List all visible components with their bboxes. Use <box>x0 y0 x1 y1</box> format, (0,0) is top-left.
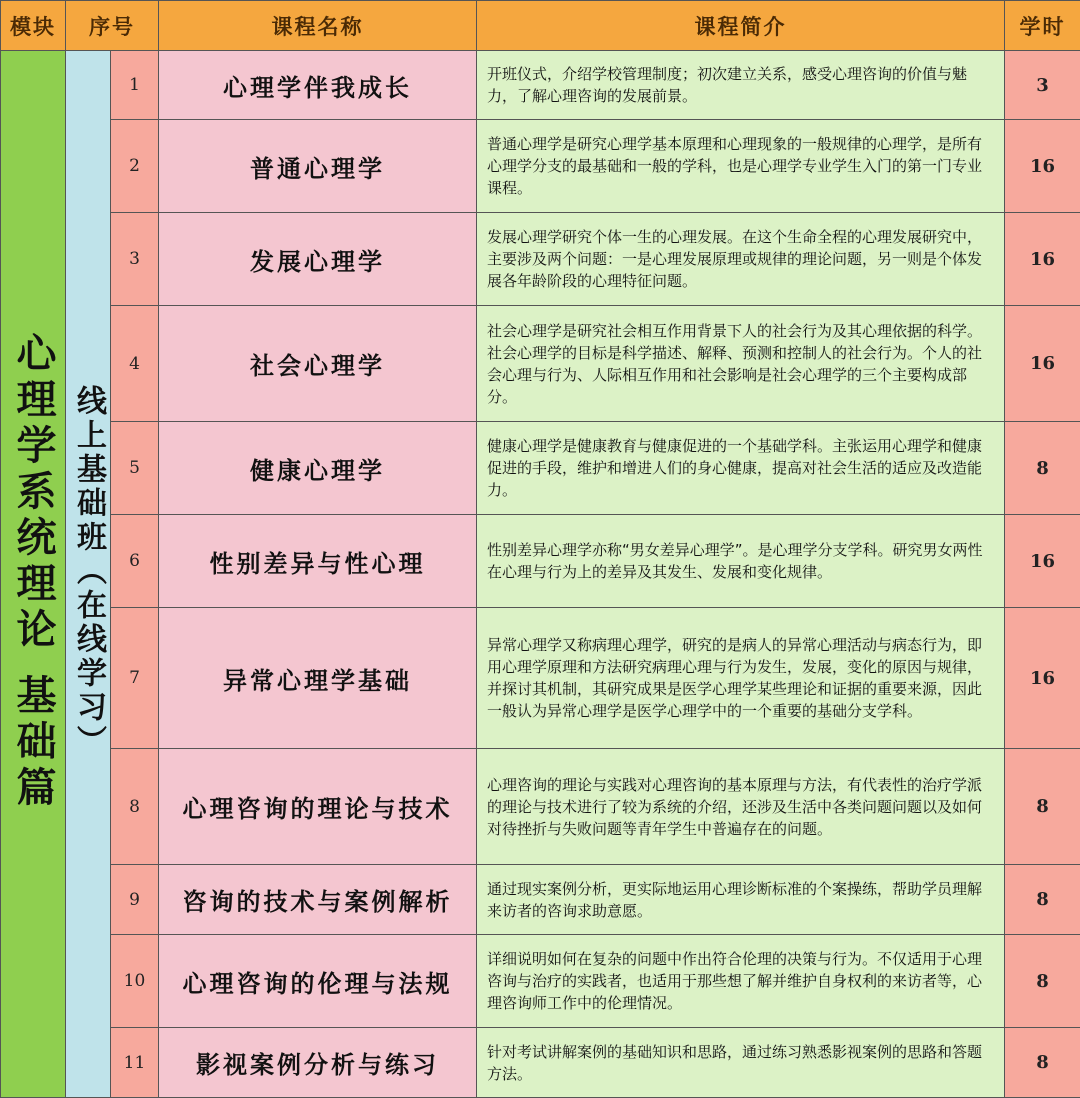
course-number: 7 <box>111 608 159 749</box>
course-description: 开班仪式，介绍学校管理制度；初次建立关系，感受心理咨询的价值与魅力，了解心理咨询的发展前景。 <box>477 51 1005 120</box>
course-description: 发展心理学研究个体一生的心理发展。在这个生命全程的心理发展研究中，主要涉及两个问题：一是心理发展原理或规律的理论问题，另一则是个体发展各年龄阶段的心理特征问题。 <box>477 213 1005 306</box>
header-hours: 学时 <box>1005 1 1080 51</box>
course-description: 普通心理学是研究心理学基本原理和心理现象的一般规律的心理学，是所有心理学分支的最基础和一般的学科，也是心理学专业学生入门的第一门专业课程。 <box>477 120 1005 213</box>
course-hours: 16 <box>1005 515 1080 608</box>
course-description: 健康心理学是健康教育与健康促进的一个基础学科。主张运用心理学和健康促进的手段，维护和增进人们的身心健康，提高对社会生活的适应及改造能力。 <box>477 422 1005 515</box>
course-number: 6 <box>111 515 159 608</box>
course-name: 发展心理学 <box>159 213 477 306</box>
course-hours: 8 <box>1005 1028 1080 1098</box>
course-description: 社会心理学是研究社会相互作用背景下人的社会行为及其心理依据的科学。社会心理学的目标是科学描述、解释、预测和控制人的社会行为。个人的社会心理与行为、人际相互作用和社会影响是社会心理学的三个主要构成部分。 <box>477 306 1005 422</box>
course-name: 心理咨询的伦理与法规 <box>159 935 477 1028</box>
class-label: 线上基础班（在线学习） <box>73 385 103 759</box>
course-hours: 16 <box>1005 306 1080 422</box>
course-number: 4 <box>111 306 159 422</box>
table-row <box>1 422 1080 515</box>
course-hours: 8 <box>1005 935 1080 1028</box>
table-row <box>1 1028 1080 1098</box>
table-row <box>1 515 1080 608</box>
course-description: 针对考试讲解案例的基础知识和思路，通过练习熟悉影视案例的思路和答题方法。 <box>477 1028 1005 1098</box>
course-hours: 16 <box>1005 608 1080 749</box>
course-description: 心理咨询的理论与实践对心理咨询的基本原理与方法，有代表性的治疗学派的理论与技术进行了较为系统的介绍，还涉及生活中各类问题问题以及如何对待挫折与失败问题等青年学生中普遍存在的问题。 <box>477 749 1005 865</box>
table-row <box>1 865 1080 935</box>
course-hours: 16 <box>1005 120 1080 213</box>
header-number: 序号 <box>66 1 159 51</box>
course-number: 5 <box>111 422 159 515</box>
table-row <box>1 608 1080 749</box>
course-number: 1 <box>111 51 159 120</box>
course-name: 社会心理学 <box>159 306 477 422</box>
course-name: 异常心理学基础 <box>159 608 477 749</box>
course-hours: 16 <box>1005 213 1080 306</box>
course-description: 详细说明如何在复杂的问题中作出符合伦理的决策与行为。不仅适用于心理咨询与治疗的实践者，也适用于那些想了解并维护自身权利的来访者等，心理咨询师工作中的伦理情况。 <box>477 935 1005 1028</box>
table-row <box>1 935 1080 1028</box>
table-row <box>1 120 1080 213</box>
course-number: 10 <box>111 935 159 1028</box>
course-description: 性别差异心理学亦称“男女差异心理学”。是心理学分支学科。研究男女两性在心理与行为上的差异及其发生、发展和变化规律。 <box>477 515 1005 608</box>
class-cell <box>66 51 111 1098</box>
course-number: 9 <box>111 865 159 935</box>
table-row <box>1 51 1080 120</box>
table-row <box>1 306 1080 422</box>
course-name: 健康心理学 <box>159 422 477 515</box>
course-name: 心理学伴我成长 <box>159 51 477 120</box>
course-number: 11 <box>111 1028 159 1098</box>
course-hours: 8 <box>1005 865 1080 935</box>
course-name: 心理咨询的理论与技术 <box>159 749 477 865</box>
header-course-name: 课程名称 <box>159 1 477 51</box>
course-description: 通过现实案例分析，更实际地运用心理诊断标准的个案操练，帮助学员理解来访者的咨询求助意愿。 <box>477 865 1005 935</box>
course-hours: 3 <box>1005 51 1080 120</box>
course-number: 2 <box>111 120 159 213</box>
course-name: 影视案例分析与练习 <box>159 1028 477 1098</box>
course-number: 3 <box>111 213 159 306</box>
module-label: 心理学系统理论 基础篇 <box>13 332 53 812</box>
module-cell <box>1 51 66 1098</box>
header-description: 课程简介 <box>477 1 1005 51</box>
course-hours: 8 <box>1005 422 1080 515</box>
header-module: 模块 <box>1 1 66 51</box>
course-name: 咨询的技术与案例解析 <box>159 865 477 935</box>
course-name: 性别差异与性心理 <box>159 515 477 608</box>
course-number: 8 <box>111 749 159 865</box>
course-hours: 8 <box>1005 749 1080 865</box>
table-header-row <box>1 1 1080 51</box>
course-name: 普通心理学 <box>159 120 477 213</box>
table-row <box>1 749 1080 865</box>
table-row <box>1 213 1080 306</box>
course-description: 异常心理学又称病理心理学，研究的是病人的异常心理活动与病态行为，即用心理学原理和方法研究病理心理与行为发生，发展，变化的原因与规律，并探讨其机制，其研究成果是医学心理学某些理论和证据的重要来源，因此一般认为异常心理学是医学心理学中的一个重要的基础分支学科。 <box>477 608 1005 749</box>
